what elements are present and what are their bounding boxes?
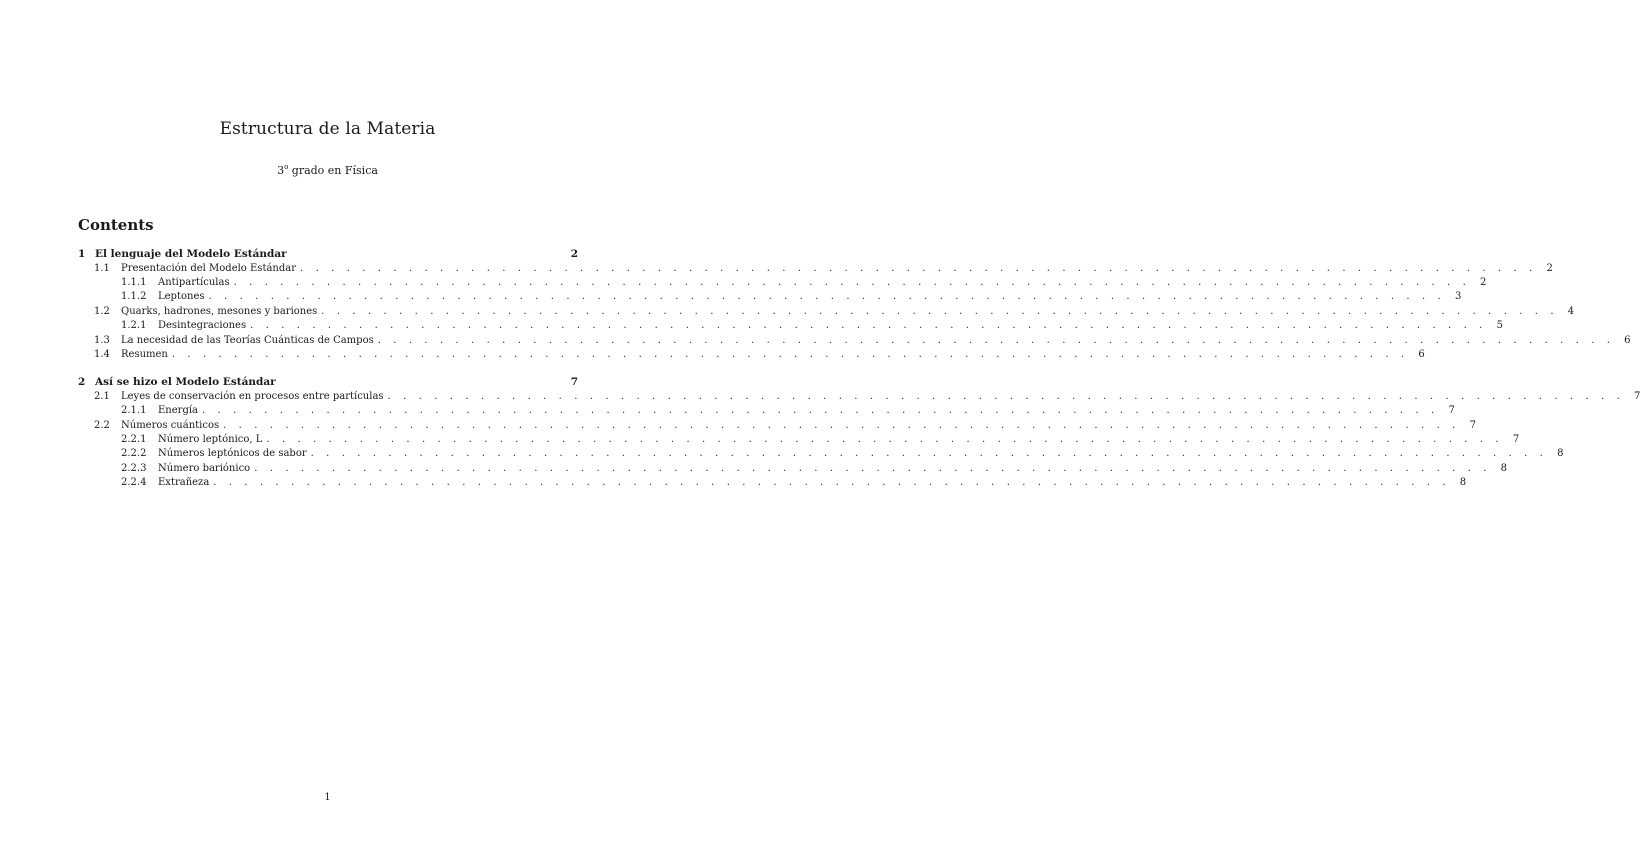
toc-dot-leader: . . . . . . . . . . . . . . . . . . . . . . . . . . . . . . . . . . . . . . . . . . . . . . . . . . . . . . . . . . . . . . . . . . . . . . . . . . . . . . . . [223,419,1460,431]
subtitle-text: grado en Física [288,164,378,177]
toc-entry-title: Número leptónico, L [158,434,263,446]
toc-dot-leader: . . . . . . . . . . . . . . . . . . . . . . . . . . . . . . . . . . . . . . . . . . . . . . . . . . . . . . . . . . . . . . . . . . . . . . . . . . . . . . . . [266,434,1504,446]
toc-dot-leader: . . . . . . . . . . . . . . . . . . . . . . . . . . . . . . . . . . . . . . . . . . . . . . . . . . . . . . . . . . . . . . . . . . . . . . . . . . . . . . . . [171,348,1409,360]
document-subtitle [0,163,655,177]
toc-section-entry[interactable] [78,348,1425,362]
toc-dot-leader: . . . . . . . . . . . . . . . . . . . . . . . . . . . . . . . . . . . . . . . . . . . . . . . . . . . . . . . . . . . . . . . . . . . . . . . . . . . . . . . . [202,405,1439,417]
toc-section-entry[interactable] [78,390,1640,404]
toc-dot-leader: . . . . . . . . . . . . . . . . . . . . . . . . . . . . . . . . . . . . . . . . . . . . . . . . . . . . . . . . . . . . . . . . . . . . . . . . . . . . . . . . [310,448,1548,460]
toc-entry-title: Número bariónico [158,462,251,474]
toc-dot-leader: . . . . . . . . . . . . . . . . . . . . . . . . . . . . . . . . . . . . . . . . . . . . . . . . . . . . . . . . . . . . . . . . . . . . . . . . . . . . . . . . [250,320,1487,332]
subtitle-ordinal: o [284,163,289,171]
toc-page-number: 2 [1480,276,1487,288]
toc-entry-number: 1.3 [94,334,110,346]
toc-entry-number: 1.1.1 [121,276,147,288]
toc-entry-number: 2.2.2 [121,448,147,460]
toc-dot-leader: . . . . . . . . . . . . . . . . . . . . . . . . . . . . . . . . . . . . . . . . . . . . . . . . . . . . . . . . . . . . . . . . . . . . . . . . . . . . . . . . [300,262,1537,274]
page-number: 1 [324,792,331,803]
toc-page-number: 7 [1634,390,1640,402]
toc-entry-number: 1.2.1 [121,320,147,332]
toc-page-number: 7 [1512,434,1520,446]
toc-page-number: 7 [570,376,578,389]
toc-section-entry[interactable] [78,334,1631,348]
toc-dot-leader: . . . . . . . . . . . . . . . . . . . . . . . . . . . . . . . . . . . . . . . . . . . . . . . . . . . . . . . . . . . . . . . . . . . . . . . . . . . . . . . . [377,334,1615,346]
toc-subsection-entry[interactable] [78,447,1564,461]
toc-entry-number: 2.2 [94,419,110,431]
toc-entry-title: Resumen [121,348,168,360]
document-title: Estructura de la Materia [219,119,436,139]
subtitle-number: 3 [277,164,285,177]
toc-section-entry[interactable] [78,305,1575,319]
table-of-contents [78,247,1640,491]
toc-page-number: 8 [1500,462,1508,474]
toc-dot-leader: . . . . . . . . . . . . . . . . . . . . . . . . . . . . . . . . . . . . . . . . . . . . . . . . . . . . . . . . . . . . . . . . . . . . . . . . . . . . . . . . [213,477,1451,489]
toc-chapter-entry[interactable] [78,375,578,390]
toc-entry-title: La necesidad de las Teorías Cuánticas de Campos [121,334,374,346]
toc-entry-number: 2.1 [94,390,110,402]
toc-entry-title: Quarks, hadrones, mesones y bariones [121,305,318,317]
toc-page-number: 6 [1418,348,1425,360]
toc-page-number: 4 [1567,305,1575,317]
toc-subsection-entry[interactable] [78,276,1487,290]
toc-dot-leader: . . . . . . . . . . . . . . . . . . . . . . . . . . . . . . . . . . . . . . . . . . . . . . . . . . . . . . . . . . . . . . . . . . . . . . . . . . . . . . . . [233,276,1471,288]
toc-subsection-entry[interactable] [78,462,1508,476]
toc-entry-title: Antipartículas [158,276,230,288]
toc-page-number: 7 [1448,405,1455,417]
toc-subsection-entry[interactable] [78,476,1467,490]
toc-subsection-entry[interactable] [78,433,1520,447]
toc-subsection-entry[interactable] [78,319,1503,333]
toc-chapter-number: 1 [78,248,86,260]
toc-subsection-entry[interactable] [78,290,1462,304]
toc-subsection-entry[interactable] [78,404,1455,418]
toc-entry-number: 1.4 [94,348,110,360]
toc-page-number: 8 [1557,448,1564,460]
toc-entry-title: Desintegraciones [158,320,247,332]
toc-entry-title: Leptones [158,291,205,303]
toc-chapter [78,375,1640,490]
toc-entry-title: Leyes de conservación en procesos entre partículas [121,390,384,402]
toc-entry-title: Presentación del Modelo Estándar [121,262,297,274]
toc-entry-number: 2.2.3 [121,462,147,474]
toc-page-number: 5 [1496,320,1503,332]
toc-entry-number: 2.2.4 [121,477,147,489]
toc-page-number: 2 [570,248,578,260]
toc-entry-number: 1.2 [94,305,110,317]
toc-page-number: 6 [1624,334,1631,346]
toc-page-number: 8 [1459,477,1467,489]
toc-entry-number: 2.1.1 [121,405,147,417]
toc-page-number: 7 [1469,419,1476,431]
toc-page-number: 2 [1546,262,1553,274]
toc-entry-number: 1.1.2 [121,291,147,303]
toc-entry-title: Extrañeza [158,477,210,489]
toc-dot-leader: . . . . . . . . . . . . . . . . . . . . . . . . . . . . . . . . . . . . . . . . . . . . . . . . . . . . . . . . . . . . . . . . . . . . . . . . . . . . . . . . [208,291,1446,303]
toc-entry-title: Números cuánticos [121,419,220,431]
toc-dot-leader: . . . . . . . . . . . . . . . . . . . . . . . . . . . . . . . . . . . . . . . . . . . . . . . . . . . . . . . . . . . . . . . . . . . . . . . . . . . . . . . . [254,462,1492,474]
toc-entry-number: 1.1 [94,262,110,274]
toc-entry-title: Energía [158,405,198,417]
toc-chapter [78,247,1631,362]
toc-entry-number: 2.2.1 [121,434,147,446]
toc-dot-leader: . . . . . . . . . . . . . . . . . . . . . . . . . . . . . . . . . . . . . . . . . . . . . . . . . . . . . . . . . . . . . . . . . . . . . . . . . . . . . . . . [387,390,1625,402]
toc-section-entry[interactable] [78,419,1476,433]
toc-page-number: 3 [1454,291,1462,303]
toc-chapter-title: Así se hizo el Modelo Estándar [95,376,276,389]
toc-chapter-title: El lenguaje del Modelo Estándar [95,248,287,260]
toc-section-entry[interactable] [78,262,1553,276]
toc-chapter-entry[interactable] [78,247,578,262]
toc-entry-title: Números leptónicos de sabor [158,448,307,460]
contents-heading: Contents [78,216,154,234]
toc-dot-leader: . . . . . . . . . . . . . . . . . . . . . . . . . . . . . . . . . . . . . . . . . . . . . . . . . . . . . . . . . . . . . . . . . . . . . . . . . . . . . . . . [321,305,1559,317]
toc-chapter-number: 2 [78,376,86,389]
